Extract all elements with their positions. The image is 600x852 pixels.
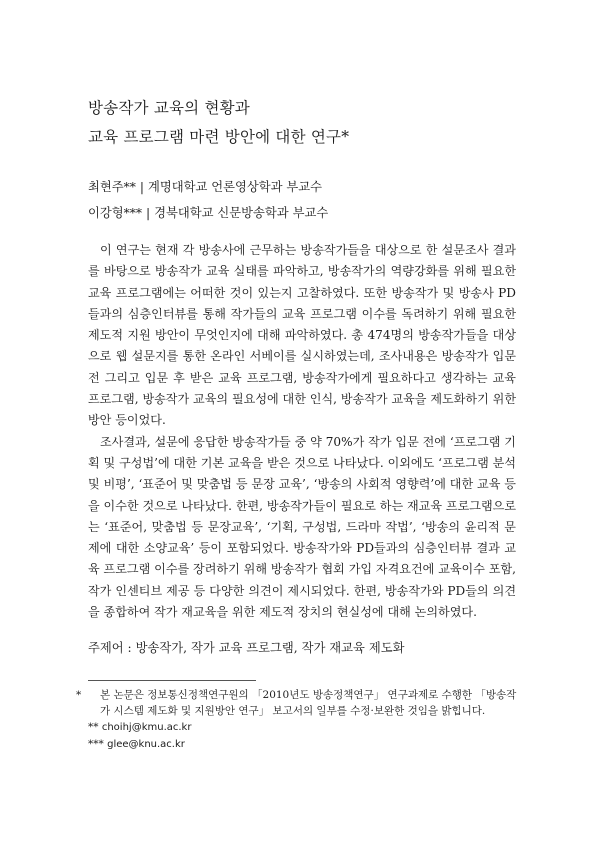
footnote-text: 본 논문은 정보통신정책연구원의 「2010년도 방송정책연구」 연구과제로 수행한 「방송작가 시스템 제도화 및 지원방안 연구」 보고서의 일부를 수정·보완한 것임을 밝힙니다. [100,689,517,717]
author-affiliation: 경북대학교 신문방송학과 부교수 [154,206,329,220]
abstract-paragraph: 이 연구는 현재 각 방송사에 근무하는 방송작가들을 대상으로 한 설문조사 결과를 바탕으로 방송작가 교육 실태를 파악하고, 방송작가의 역량강화를 위해 필요한 교육 프로그램에는 어떠한 것이 있는지 고찰하였다. 또한 방송작가 및 방송사 PD들과의 심층인터뷰를 통해 작가들의 교육 프로그램 이수를 독려하기 위해 필요한 제도적 지원 방안이 무엇인지에 대해 파악하였다. 총 474명의 방송작가들을 대상으로 웹 설문지를 통한 온라인 서베이를 실시하였는데, 조사내용은 방송작가 입문 전 그리고 입문 후 받은 교육 프로그램, 방송작가에게 필요하다고 생각하는 교육 프로그램, 방송작가 교육의 필요성에 대한 인식, 방송작가 교육을 제도화하기 위한 방안 등이었다. [88,243,516,428]
author-row [88,200,328,226]
keywords-value: 방송작가, 작가 교육 프로그램, 작가 재교육 제도화 [135,641,405,655]
author-separator: | [139,180,145,194]
footnote-mark: *** [88,738,104,750]
footnote-mark: ** [88,721,99,733]
title-line-1: 방송작가 교육의 현황과 [88,99,250,117]
author-email-link[interactable]: choihj@kmu.ac.kr [101,722,192,733]
author-email-link[interactable]: glee@knu.ac.kr [107,739,185,750]
author-row [88,174,328,200]
author-affiliation: 계명대학교 언론영상학과 부교수 [147,180,323,194]
keywords-label: 주제어 : [88,641,132,655]
paper-title [88,94,349,152]
author-name: 이강형*** [88,206,143,220]
footnotes [76,687,518,753]
footnote-email-2 [88,736,518,753]
author-separator: | [146,206,151,220]
footnote-email-1 [88,719,518,736]
keywords [88,638,404,658]
abstract [88,240,516,623]
author-list [88,174,328,226]
footnote-mark: * [76,689,82,701]
abstract-paragraph: 조사결과, 설문에 응답한 방송작가들 중 약 70%가 작가 입문 전에 ‘프로그램 기획 및 구성법’에 대한 기본 교육을 받은 것으로 나타났다. 이외에도 ‘프로그램 분석 및 비평’, ‘표준어 및 맞춤법 등 문장 교육’, ‘방송의 사회적 영향력’에 대한 교육 등을 이수한 것으로 나타났다. 한편, 방송작가들이 필요로 하는 재교육 프로그램으로는 ‘표준어, 맞춤법 등 문장교육’, ‘기획, 구성법, 드라마 작법’, ‘방송의 윤리적 문제에 대한 소양교육’ 등이 포함되었다. 방송작가와 PD들과의 심층인터뷰 결과 교육 프로그램 이수를 장려하기 위해 방송작가 협회 가입 자격요건에 교육이수 포함, 작가 인센티브 제공 등 다양한 의견이 제시되었다. 한편, 방송작가와 PD들의 의견을 종합하여 작가 재교육을 위한 제도적 장치의 현실성에 대해 논의하였다. [88,434,516,620]
footnote-divider [88,680,256,681]
author-name: 최현주** [88,180,136,194]
title-line-2: 교육 프로그램 마련 방안에 대한 연구* [88,128,350,146]
footnote-funding [76,687,518,719]
